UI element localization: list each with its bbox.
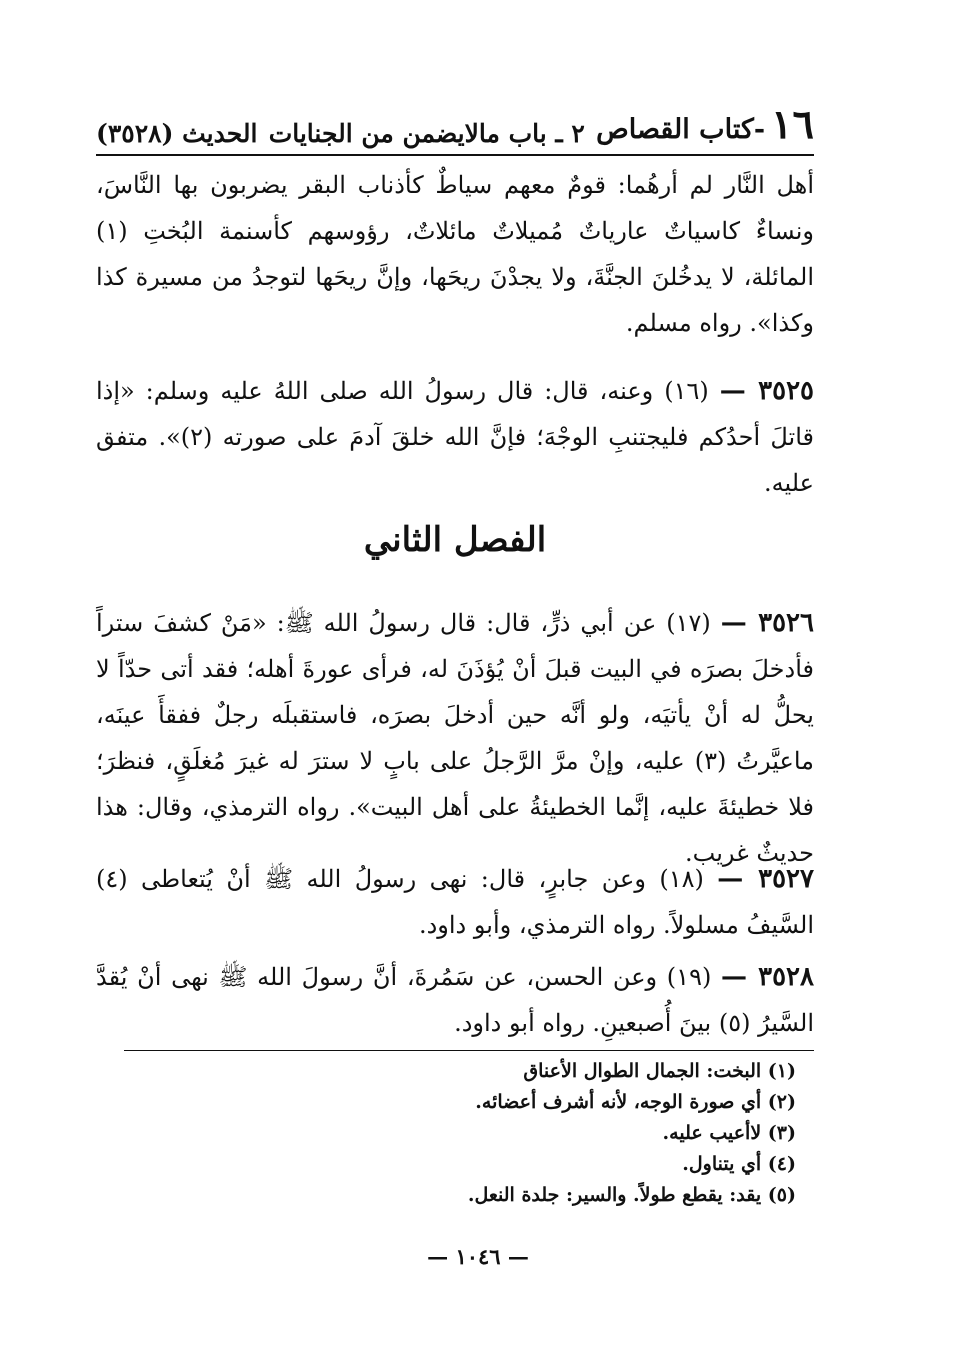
hadith-text: (١٨) وعن جابرٍ، قال: نهى رسولُ الله ﷺ أنْ يُتعاطى (٤) السَّيفُ مسلولاً. رواه الترمذي، وأبو داود. <box>96 865 814 939</box>
hadith-text: (١٦) وعنه، قال: قال رسولُ الله صلى اللهُ عليه وسلم: «إذا قاتلَ أحدُكم فليجتنبِ الوجْهَ؛ فإنَّ الله خلقَ آدمَ على صورته (٢)». متفق عليه. <box>96 377 815 497</box>
hadith-reference: الحديث (٣٥٢٨) <box>96 119 258 148</box>
section-title: الفصل الثاني <box>363 520 547 560</box>
page-header <box>96 92 814 148</box>
hadith-paragraph <box>96 162 814 346</box>
footnote-item: (٥) يقد: يقطع طولاً. والسير: جلدة النعل. <box>467 1184 796 1206</box>
book-title <box>596 101 814 148</box>
book-title-text: -كتاب القصاص <box>596 114 766 145</box>
hadith-paragraph <box>96 600 814 876</box>
footnote-item: (٢) أي صورة الوجه، لأنه أشرف أعضائه. <box>475 1091 796 1113</box>
hadith-number: ٣٥٢٨ — <box>721 962 814 992</box>
hadith-text: أهل النَّار لم أرهُما: قومٌ معهم سياطٌ كأذناب البقر يضربون بها النَّاسَ، ونساءٌ كاسياتٌ عارياتٌ مُميلاتٌ مائلاتٌ، رؤوسهم كأسنمة البُختِ (١) المائلة، لا يدخُلنَ الجنَّةَ، ولا يجدْنَ ريحَها، وإنَّ ريحَها لتوجدُ من مسيرة كذا وكذا». رواه مسلم. <box>96 171 814 337</box>
hadith-paragraph <box>96 368 814 506</box>
hadith-text: (١٩) وعن الحسن، عن سَمُرةَ، أنَّ رسولَ الله ﷺ نهى أنْ يُقدَّ السَّيرُ (٥) بينَ أُصبعينِ. رواه أبو داود. <box>96 963 814 1037</box>
book-number: ١٦ <box>771 101 814 148</box>
hadith-number: ٣٥٢٦ — <box>720 608 814 638</box>
page-number: — ١٠٤٦ — <box>427 1244 529 1269</box>
chapter-title: ٢ ـ باب مالايضمن من الجنايات <box>268 119 585 148</box>
hadith-text: (١٧) عن أبي ذرٍّ، قال: قال رسولُ الله ﷺ: «مَنْ كشفَ ستراً فأدخلَ بصرَه في البيت قبلَ أنْ يُؤذَنَ له، فرأى عورةَ أهله؛ فقد أتى حدّاً لا يحلُّ له أنْ يأتيَه، ولو أنَّه حين أدخلَ بصرَه، فاستقبلَه رجلٌ ففقأَ عينَه، ماعيَّرتُ (٣) عليه، وإنْ مرَّ الرَّجلُ على بابٍ لا سترَ له غيرَ مُغلَقٍ، فنظرَ؛ فلا خطيئةَ عليه، إنَّما الخطيئةُ على أهل البيت». رواه الترمذي، وقال: هذا حديثٌ غريب. <box>96 609 814 867</box>
footnote-item: (٤) أي يتناول. <box>682 1153 796 1175</box>
header-divider <box>96 154 814 156</box>
footnote-divider <box>124 1050 814 1051</box>
hadith-number: ٣٥٢٥ — <box>719 376 815 406</box>
footnotes <box>96 1056 796 1211</box>
footnote-item: (١) البخت: الجمال الطوال الأعناق <box>523 1060 796 1082</box>
hadith-paragraph <box>96 954 814 1046</box>
footnote-item: (٣) لاأعيب عليه. <box>662 1122 796 1144</box>
hadith-number: ٣٥٢٧ — <box>717 864 814 894</box>
hadith-paragraph <box>96 856 814 948</box>
